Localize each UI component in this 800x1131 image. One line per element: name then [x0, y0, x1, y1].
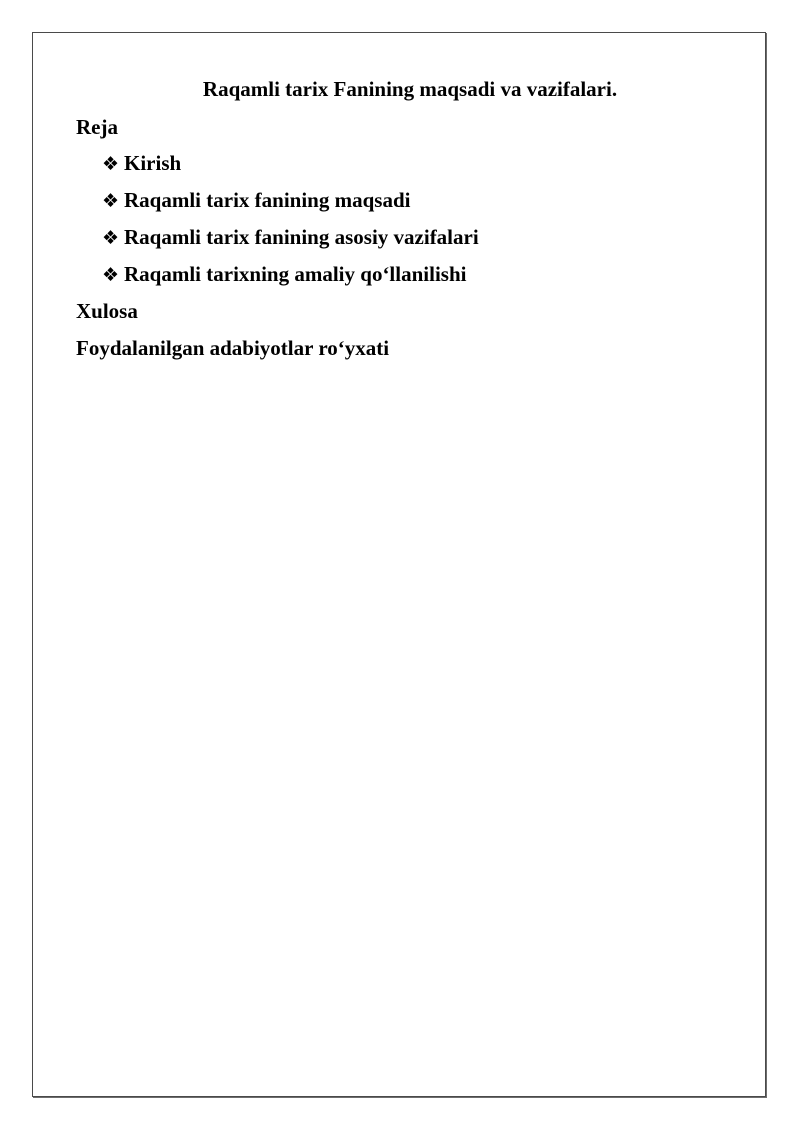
diamond-bullet-icon: ❖	[102, 190, 120, 212]
plan-item-purpose	[102, 187, 479, 224]
plan-list	[102, 150, 479, 298]
references-heading: Foydalanilgan adabiyotlar ro‘yxati	[76, 336, 390, 360]
plan-item-label: Raqamli tarixning amaliy qo‘llanilishi	[124, 262, 467, 286]
document-title: Raqamli tarix Fanining maqsadi va vazifalari.	[202, 77, 618, 101]
plan-item-tasks	[102, 224, 479, 261]
diamond-bullet-icon: ❖	[102, 264, 120, 286]
diamond-bullet-icon: ❖	[102, 153, 120, 175]
plan-item-label: Kirish	[124, 151, 182, 175]
plan-item-introduction	[102, 150, 479, 187]
plan-item-label: Raqamli tarix fanining maqsadi	[124, 188, 411, 212]
conclusion-heading: Xulosa	[76, 299, 138, 323]
diamond-bullet-icon: ❖	[102, 227, 120, 249]
plan-heading: Reja	[76, 115, 118, 139]
plan-item-practical-use	[102, 261, 479, 298]
plan-item-label: Raqamli tarix fanining asosiy vazifalari	[124, 225, 479, 249]
